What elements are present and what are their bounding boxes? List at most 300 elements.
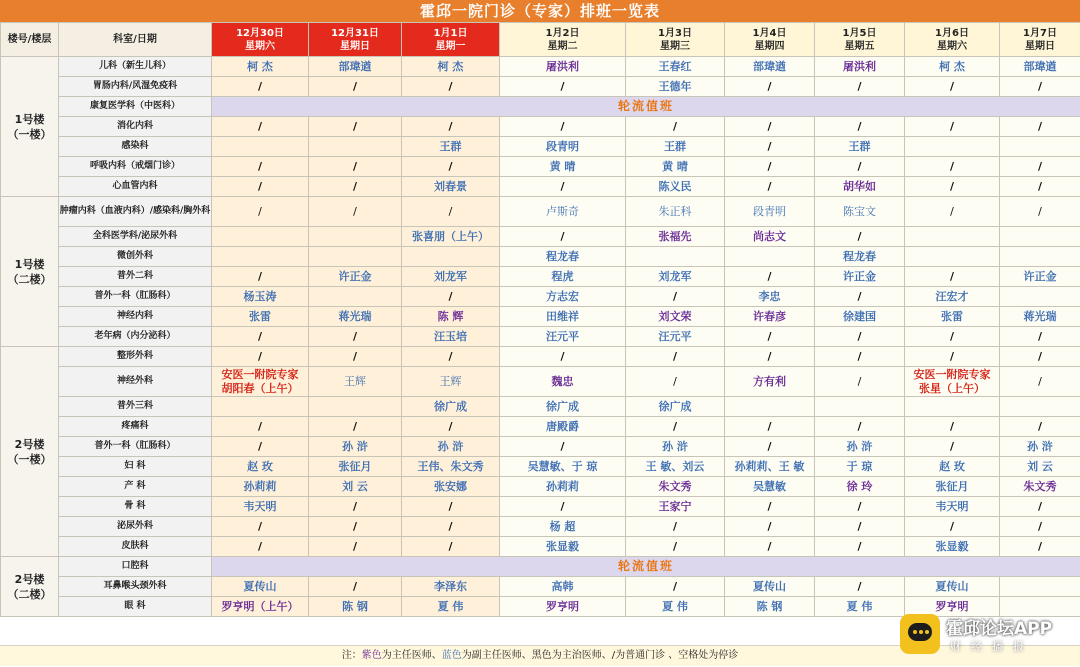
doctor-name: / — [673, 375, 677, 388]
schedule-cell — [815, 197, 905, 227]
doctor-name: / — [448, 500, 453, 513]
header-date-5 — [725, 23, 815, 57]
doctor-name: 唐殿爵 — [546, 420, 579, 433]
doctor-name: 方志宏 — [546, 290, 579, 303]
schedule-cell — [815, 457, 905, 477]
doctor-name: 汪元平 — [658, 330, 692, 343]
doctor-name: 高韩 — [551, 580, 574, 593]
schedule-cell — [626, 267, 725, 287]
dept-name: 感染科 — [59, 137, 212, 157]
header-building: 楼号/楼层 — [1, 23, 59, 57]
schedule-cell — [725, 157, 815, 177]
doctor-name: 孙 浒 — [1027, 440, 1053, 453]
schedule-cell — [1000, 577, 1080, 597]
schedule-cell — [815, 367, 905, 397]
schedule-cell — [500, 177, 626, 197]
doctor-name: 刘春景 — [434, 180, 467, 193]
header-date-4 — [626, 23, 725, 57]
doctor-name: 孙 浒 — [437, 440, 464, 453]
doctor-name: 陈义民 — [658, 180, 692, 193]
schedule-cell — [309, 497, 402, 517]
schedule-cell — [815, 307, 905, 327]
dept-name: 全科医学科/泌尿外科 — [59, 227, 212, 247]
doctor-name: / — [352, 180, 358, 193]
doctor-name: 徐 玲 — [846, 480, 873, 493]
doctor-name: / — [352, 330, 358, 343]
schedule-cell — [815, 227, 905, 247]
table-row — [1, 157, 1080, 177]
schedule-cell — [309, 577, 402, 597]
doctor-name: 张显毅 — [935, 540, 969, 553]
schedule-cell — [402, 397, 500, 417]
schedule-cell — [905, 57, 1000, 77]
table-row — [1, 457, 1080, 477]
doctor-name: 汪元平 — [546, 330, 579, 343]
doctor-name: / — [767, 330, 772, 343]
schedule-cell — [212, 367, 309, 397]
schedule-cell — [725, 367, 815, 397]
doctor-name: 卢斯奇 — [546, 205, 579, 218]
doctor-name: 赵 玫 — [247, 460, 273, 473]
schedule-cell — [212, 327, 309, 347]
schedule-cell — [626, 577, 725, 597]
schedule-cell — [725, 517, 815, 537]
note-prefix: 注： — [341, 650, 362, 661]
doctor-name: / — [448, 160, 453, 173]
header-row — [1, 23, 1080, 57]
doctor-name: / — [257, 160, 263, 173]
doctor-name: 汪玉培 — [434, 330, 467, 343]
schedule-cell — [725, 117, 815, 137]
doctor-name: / — [448, 540, 453, 553]
doctor-name: 朱文秀 — [1023, 480, 1057, 493]
schedule-cell — [402, 347, 500, 367]
schedule-cell — [815, 397, 905, 417]
doctor-name: / — [949, 420, 955, 433]
schedule-cell — [309, 327, 402, 347]
schedule-cell — [212, 57, 309, 77]
schedule-cell — [500, 367, 626, 397]
schedule-cell — [725, 327, 815, 347]
header-date-2 — [402, 23, 500, 57]
table-row — [1, 367, 1080, 397]
schedule-cell — [212, 417, 309, 437]
schedule-cell — [815, 327, 905, 347]
schedule-cell — [212, 197, 309, 227]
header-weekday-text: 星期五 — [844, 40, 875, 52]
doctor-name: 夏 伟 — [437, 600, 464, 613]
schedule-cell — [1000, 177, 1080, 197]
schedule-cell — [1000, 157, 1080, 177]
schedule-cell — [905, 227, 1000, 247]
doctor-name: 部瑋遒 — [1023, 60, 1057, 73]
table-row — [1, 557, 1080, 577]
schedule-cell — [905, 157, 1000, 177]
doctor-name: / — [1037, 520, 1043, 533]
schedule-cell — [500, 597, 626, 617]
schedule-cell — [212, 517, 309, 537]
doctor-name: / — [1037, 540, 1043, 553]
doctor-name: 田维祥 — [546, 310, 579, 323]
doctor-name: 孙 浒 — [846, 440, 873, 453]
schedule-cell — [1000, 477, 1080, 497]
schedule-cell — [500, 57, 626, 77]
doctor-name: 方有利 — [753, 375, 786, 388]
schedule-cell — [212, 307, 309, 327]
schedule-cell — [309, 77, 402, 97]
schedule-cell — [212, 437, 309, 457]
schedule-cell — [725, 287, 815, 307]
schedule-cell — [500, 137, 626, 157]
doctor-name: / — [1037, 350, 1043, 363]
schedule-table — [0, 22, 1080, 617]
schedule-cell — [402, 157, 500, 177]
schedule-cell — [309, 57, 402, 77]
doctor-name: / — [448, 80, 453, 93]
table-row — [1, 287, 1080, 307]
schedule-cell — [905, 517, 1000, 537]
schedule-cell — [1000, 537, 1080, 557]
schedule-cell — [500, 397, 626, 417]
doctor-name: / — [857, 500, 862, 513]
schedule-cell — [725, 497, 815, 517]
doctor-name: / — [857, 420, 862, 433]
doctor-name: / — [949, 350, 955, 363]
doctor-name: 杨 超 — [549, 520, 576, 533]
schedule-cell — [402, 267, 500, 287]
schedule-cell — [309, 247, 402, 267]
schedule-cell — [309, 347, 402, 367]
doctor-name: / — [352, 520, 358, 533]
schedule-cell — [725, 347, 815, 367]
schedule-cell — [402, 537, 500, 557]
schedule-cell — [309, 477, 402, 497]
schedule-cell — [500, 247, 626, 267]
doctor-name: / — [1037, 80, 1043, 93]
table-row — [1, 97, 1080, 117]
header-date-text: 1月7日 — [1023, 27, 1057, 39]
chat-bubble-icon — [900, 614, 940, 654]
doctor-name: / — [560, 120, 565, 133]
doctor-name: 汪宏才 — [935, 290, 969, 303]
doctor-name: 柯 杰 — [437, 60, 464, 73]
dept-name: 口腔科 — [59, 557, 212, 577]
dept-name: 普外二科 — [59, 267, 212, 287]
schedule-cell — [212, 347, 309, 367]
schedule-cell — [905, 397, 1000, 417]
doctor-name: / — [767, 350, 772, 363]
doctor-name: 徐建国 — [843, 310, 876, 323]
doctor-name: 赵 玫 — [939, 460, 965, 473]
doctor-name: 刘 云 — [1027, 460, 1053, 473]
schedule-cell — [815, 77, 905, 97]
schedule-cell — [402, 367, 500, 397]
doctor-name: 胡华如 — [843, 180, 876, 193]
schedule-cell — [212, 287, 309, 307]
schedule-cell — [402, 197, 500, 227]
dept-name: 呼吸内科（戒烟门诊） — [59, 157, 212, 177]
doctor-name: / — [672, 580, 678, 593]
doctor-name: 陈 钢 — [342, 600, 368, 613]
doctor-name: / — [857, 375, 862, 388]
schedule-cell — [500, 517, 626, 537]
doctor-name: / — [352, 500, 358, 513]
schedule-cell — [626, 367, 725, 397]
doctor-name: 黄 晴 — [662, 160, 688, 173]
table-row — [1, 477, 1080, 497]
schedule-cell — [725, 307, 815, 327]
schedule-cell — [500, 157, 626, 177]
schedule-cell — [500, 477, 626, 497]
doctor-name: / — [672, 520, 678, 533]
header-date-text: 12月31日 — [331, 27, 379, 39]
doctor-name: 屠洪利 — [546, 60, 579, 73]
schedule-cell — [905, 477, 1000, 497]
doctor-name: / — [560, 500, 565, 513]
doctor-name: 韦天明 — [935, 500, 969, 513]
table-row — [1, 347, 1080, 367]
schedule-cell — [626, 227, 725, 247]
schedule-cell — [626, 57, 725, 77]
doctor-name: 刘龙军 — [434, 270, 467, 283]
doctor-name: 陈 钢 — [756, 600, 783, 613]
schedule-cell — [309, 417, 402, 437]
header-weekday-text: 星期六 — [245, 40, 275, 52]
schedule-cell — [815, 287, 905, 307]
schedule-cell — [626, 157, 725, 177]
doctor-name: / — [448, 420, 453, 433]
doctor-name: / — [857, 80, 862, 93]
doctor-name: / — [950, 205, 954, 218]
doctor-name: / — [1038, 205, 1042, 218]
schedule-cell — [1000, 517, 1080, 537]
header-weekday-text: 星期日 — [1025, 40, 1055, 52]
building-cell-1 — [1, 197, 59, 347]
schedule-cell — [815, 497, 905, 517]
doctor-name: / — [257, 180, 263, 193]
schedule-cell — [500, 437, 626, 457]
schedule-cell — [815, 177, 905, 197]
schedule-cell — [1000, 137, 1080, 157]
doctor-name: 张显毅 — [546, 540, 579, 553]
dept-name: 妇 科 — [59, 457, 212, 477]
schedule-cell — [905, 247, 1000, 267]
dept-name: 消化内科 — [59, 117, 212, 137]
schedule-cell — [626, 247, 725, 267]
doctor-name: / — [767, 440, 772, 453]
doctor-name: 刘龙军 — [658, 270, 692, 283]
doctor-name: 张雷 — [941, 310, 963, 323]
schedule-cell — [725, 197, 815, 227]
schedule-cell — [309, 397, 402, 417]
table-row — [1, 267, 1080, 287]
schedule-cell — [500, 267, 626, 287]
doctor-name: 陈宝文 — [843, 205, 876, 218]
schedule-cell — [1000, 267, 1080, 287]
doctor-name: 程龙春 — [546, 250, 579, 263]
doctor-name: / — [560, 230, 565, 243]
schedule-cell — [309, 517, 402, 537]
doctor-name: 张雷 — [249, 310, 271, 323]
header-date-text: 1月5日 — [842, 27, 877, 39]
schedule-cell — [815, 437, 905, 457]
doctor-name: / — [352, 540, 358, 553]
schedule-cell — [626, 287, 725, 307]
schedule-cell — [905, 417, 1000, 437]
table-row — [1, 117, 1080, 137]
doctor-name: / — [672, 540, 678, 553]
schedule-cell — [626, 77, 725, 97]
doctor-name: / — [767, 120, 772, 133]
schedule-cell — [212, 597, 309, 617]
schedule-cell — [815, 577, 905, 597]
schedule-cell — [815, 267, 905, 287]
schedule-cell — [309, 457, 402, 477]
doctor-name: 王 敏、刘云 — [645, 460, 705, 473]
doctor-name: 王家宁 — [658, 500, 692, 513]
schedule-cell — [905, 137, 1000, 157]
schedule-cell — [309, 137, 402, 157]
schedule-cell — [815, 417, 905, 437]
doctor-name: 张喜朋（上午） — [412, 230, 489, 243]
schedule-cell — [309, 307, 402, 327]
schedule-cell — [725, 247, 815, 267]
doctor-name: / — [257, 350, 263, 363]
doctor-name: 韦天明 — [243, 500, 277, 513]
doctor-name: 王群 — [664, 140, 686, 153]
schedule-cell — [626, 117, 725, 137]
schedule-cell — [725, 477, 815, 497]
doctor-name: / — [257, 440, 263, 453]
schedule-cell — [905, 497, 1000, 517]
doctor-name: 于 琼 — [846, 460, 873, 473]
doctor-name: / — [353, 205, 357, 218]
schedule-cell — [402, 477, 500, 497]
doctor-name: 朱文秀 — [658, 480, 692, 493]
doctor-name: 蒋光瑞 — [338, 310, 372, 323]
schedule-cell — [212, 457, 309, 477]
building-label: 2号楼 （二楼） — [7, 572, 52, 601]
doctor-name: 尚志文 — [753, 230, 786, 243]
doctor-name: / — [257, 520, 263, 533]
schedule-cell — [500, 77, 626, 97]
schedule-cell — [815, 347, 905, 367]
schedule-cell — [402, 137, 500, 157]
dept-name: 整形外科 — [59, 347, 212, 367]
schedule-cell — [626, 137, 725, 157]
doctor-name: / — [857, 520, 862, 533]
doctor-name: / — [1037, 500, 1043, 513]
doctor-name: / — [257, 120, 263, 133]
schedule-cell — [500, 537, 626, 557]
schedule-cell — [212, 117, 309, 137]
schedule-cell — [1000, 287, 1080, 307]
doctor-name: / — [560, 440, 565, 453]
schedule-cell — [212, 397, 309, 417]
schedule-cell — [402, 457, 500, 477]
schedule-cell — [402, 117, 500, 137]
doctor-name: 柯 杰 — [939, 60, 965, 73]
schedule-cell — [309, 287, 402, 307]
doctor-name: / — [857, 540, 862, 553]
schedule-cell — [626, 517, 725, 537]
doctor-name: / — [767, 140, 772, 153]
doctor-name: 刘 云 — [342, 480, 368, 493]
doctor-name: 孙莉莉 — [243, 480, 277, 493]
schedule-cell — [212, 477, 309, 497]
doctor-name: / — [949, 270, 955, 283]
doctor-name: 孙 浒 — [662, 440, 688, 453]
doctor-name: 安医一附院专家 张星（上午） — [913, 367, 991, 395]
dept-name: 普外一科（肛肠科） — [59, 287, 212, 307]
schedule-cell — [402, 307, 500, 327]
doctor-name: 王辉 — [439, 375, 462, 388]
doctor-name: 张征月 — [935, 480, 969, 493]
doctor-name: 朱正科 — [658, 205, 692, 218]
dept-name: 心血管内科 — [59, 177, 212, 197]
schedule-cell — [725, 77, 815, 97]
doctor-name: 张安娜 — [434, 480, 467, 493]
doctor-name: / — [672, 120, 678, 133]
schedule-cell — [500, 327, 626, 347]
schedule-cell — [212, 537, 309, 557]
header-dept: 科室/日期 — [59, 23, 212, 57]
doctor-name: / — [857, 290, 862, 303]
schedule-cell — [500, 307, 626, 327]
doctor-name: / — [672, 290, 678, 303]
table-row — [1, 197, 1080, 227]
header-weekday-text: 星期六 — [937, 40, 967, 52]
schedule-cell — [905, 307, 1000, 327]
dept-name: 康复医学科（中医科） — [59, 97, 212, 117]
header-weekday-text: 星期二 — [547, 40, 578, 52]
schedule-cell — [309, 227, 402, 247]
doctor-name: 王群 — [439, 140, 462, 153]
schedule-cell — [1000, 197, 1080, 227]
building-label: 2号楼 （一楼） — [7, 437, 52, 466]
doctor-name: 李泽东 — [434, 580, 467, 593]
schedule-cell — [212, 247, 309, 267]
schedule-cell — [815, 137, 905, 157]
schedule-cell — [309, 197, 402, 227]
schedule-cell — [500, 287, 626, 307]
building-cell-3 — [1, 557, 59, 617]
doctor-name: / — [560, 350, 565, 363]
schedule-cell — [626, 177, 725, 197]
schedule-cell — [309, 157, 402, 177]
doctor-name: / — [857, 580, 862, 593]
doctor-name: / — [949, 120, 955, 133]
doctor-name: 许正金 — [843, 270, 876, 283]
schedule-cell — [905, 327, 1000, 347]
table-row — [1, 497, 1080, 517]
doctor-name: 许正金 — [1023, 270, 1057, 283]
doctor-name: / — [857, 230, 862, 243]
doctor-name: / — [949, 80, 955, 93]
schedule-cell — [500, 457, 626, 477]
doctor-name: / — [1037, 120, 1043, 133]
doctor-name: / — [767, 420, 772, 433]
doctor-name: 部瑋遒 — [338, 60, 372, 73]
table-row — [1, 57, 1080, 77]
table-row — [1, 397, 1080, 417]
schedule-cell — [402, 437, 500, 457]
header-weekday-text: 星期四 — [754, 40, 785, 52]
building-cell-0 — [1, 57, 59, 197]
schedule-cell — [626, 417, 725, 437]
doctor-name: / — [672, 420, 678, 433]
schedule-cell — [905, 197, 1000, 227]
